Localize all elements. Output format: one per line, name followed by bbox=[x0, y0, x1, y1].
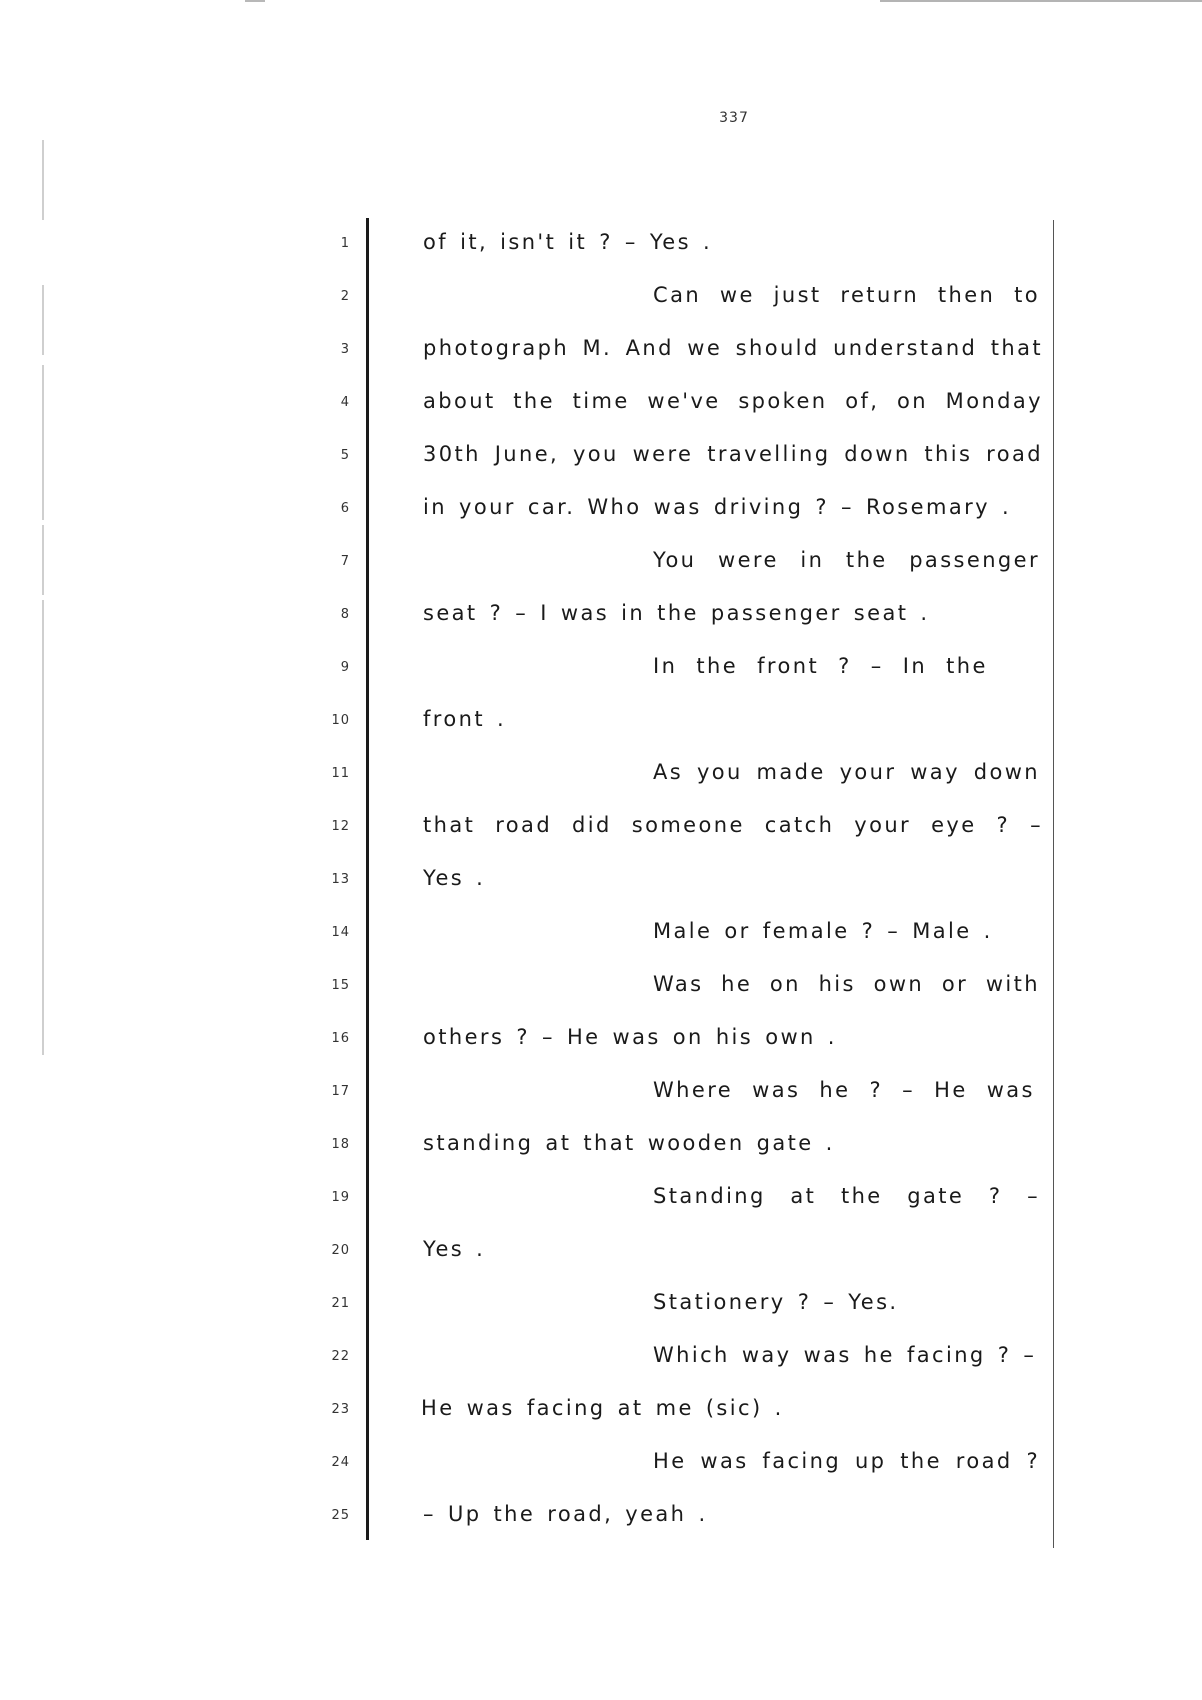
line-number: 8 bbox=[340, 607, 350, 622]
transcript-line: in your car. Who was driving ? – Rosemary . bbox=[423, 495, 1012, 519]
line-number: 11 bbox=[331, 766, 350, 781]
left-margin-rule bbox=[366, 218, 369, 1540]
edge-mark bbox=[42, 285, 44, 355]
edge-mark bbox=[42, 600, 44, 680]
transcript-line: Can we just return then to bbox=[653, 283, 1040, 307]
line-number: 10 bbox=[331, 713, 350, 728]
line-number: 13 bbox=[331, 872, 350, 887]
transcript-line: He was facing up the road ? bbox=[653, 1449, 1040, 1473]
line-number: 12 bbox=[331, 819, 350, 834]
edge-mark bbox=[42, 440, 44, 520]
transcript-line: of it, isn't it ? – Yes . bbox=[423, 230, 713, 254]
line-number: 15 bbox=[331, 978, 350, 993]
transcript-line: others ? – He was on his own . bbox=[423, 1025, 837, 1049]
transcript-line: He was facing at me (sic) . bbox=[421, 1396, 784, 1420]
line-number: 16 bbox=[331, 1031, 350, 1046]
line-number: 18 bbox=[331, 1137, 350, 1152]
edge-mark bbox=[42, 525, 44, 595]
line-number: 21 bbox=[331, 1296, 350, 1311]
transcript-line: Yes . bbox=[423, 1237, 486, 1261]
transcript-line: You were in the passenger bbox=[653, 548, 1040, 572]
transcript-line: about the time we've spoken of, on Monday bbox=[423, 389, 1043, 413]
line-number: 9 bbox=[340, 660, 350, 675]
transcript-line: Male or female ? – Male . bbox=[653, 919, 993, 943]
right-margin-rule bbox=[1053, 220, 1054, 1548]
transcript-line: seat ? – I was in the passenger seat . bbox=[423, 601, 930, 625]
transcript-line: standing at that wooden gate . bbox=[423, 1131, 835, 1155]
edge-mark bbox=[42, 985, 44, 1055]
line-number: 14 bbox=[331, 925, 350, 940]
line-number: 24 bbox=[331, 1455, 350, 1470]
line-number: 3 bbox=[340, 342, 350, 357]
transcript-line: Where was he ? – He was bbox=[653, 1078, 1035, 1102]
edge-mark bbox=[42, 905, 44, 985]
transcript-line: In the front ? – In the bbox=[653, 654, 988, 678]
line-number: 25 bbox=[331, 1508, 350, 1523]
line-number: 19 bbox=[331, 1190, 350, 1205]
line-number: 6 bbox=[340, 501, 350, 516]
edge-mark bbox=[42, 365, 44, 445]
line-number: 20 bbox=[331, 1243, 350, 1258]
page-number: 337 bbox=[719, 110, 749, 126]
transcript-line: Which way was he facing ? – bbox=[653, 1343, 1037, 1367]
transcript-line: Yes . bbox=[423, 866, 486, 890]
transcript-line: that road did someone catch your eye ? – bbox=[423, 813, 1043, 837]
transcript-line: 30th June, you were travelling down this road bbox=[423, 442, 1043, 466]
edge-mark bbox=[42, 680, 44, 760]
scan-artifact bbox=[880, 0, 1202, 2]
transcript-line: Standing at the gate ? – bbox=[653, 1184, 1040, 1208]
line-number: 4 bbox=[340, 395, 350, 410]
line-number: 5 bbox=[340, 448, 350, 463]
edge-mark bbox=[42, 755, 44, 835]
line-number: 22 bbox=[331, 1349, 350, 1364]
line-number: 1 bbox=[340, 236, 350, 251]
edge-mark bbox=[42, 140, 44, 220]
line-number: 2 bbox=[340, 289, 350, 304]
transcript-line: Was he on his own or with bbox=[653, 972, 1040, 996]
line-number: 7 bbox=[340, 554, 350, 569]
scan-artifact bbox=[245, 0, 265, 2]
transcript-line: front . bbox=[423, 707, 507, 731]
transcript-line: – Up the road, yeah . bbox=[423, 1502, 708, 1526]
line-number: 23 bbox=[331, 1402, 350, 1417]
transcript-line: photograph M. And we should understand that bbox=[423, 336, 1043, 360]
transcript-line: Stationery ? – Yes. bbox=[653, 1290, 899, 1314]
edge-mark bbox=[42, 830, 44, 910]
line-number: 17 bbox=[331, 1084, 350, 1099]
transcript-line: As you made your way down bbox=[653, 760, 1040, 784]
